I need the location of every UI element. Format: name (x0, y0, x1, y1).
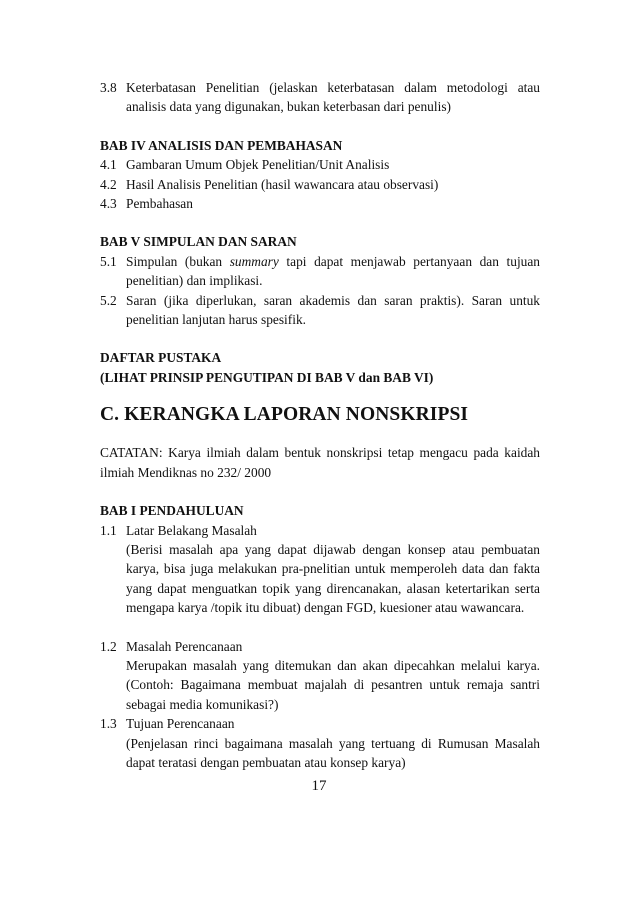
list-item: 5.1 Simpulan (bukan summary tapi dapat menjawab pertanyaan dan tujuan penelitian) dan implikasi. (100, 252, 540, 291)
list-item: 4.2 Hasil Analisis Penelitian (hasil wawancara atau observasi) (100, 176, 439, 192)
chapter-heading: BAB V SIMPULAN DAN SARAN (100, 234, 297, 250)
item-text: Keterbatasan Penelitian (jelaskan keterbatasan dalam metodologi atau analisis data yang digunakan, bukan keterbasan dari penulis) (126, 80, 540, 115)
item-body: Merupakan masalah yang ditemukan dan akan dipecahkan melalui karya. (Contoh: Bagaimana membuat majalah di pesantren untuk remaja santri sebagai media komunikasi?) (126, 657, 540, 712)
list-item: 4.3 Pembahasan (100, 196, 193, 212)
list-item: 1.1 Latar Belakang Masalah (100, 522, 257, 538)
note-paragraph: CATATAN: Karya ilmiah dalam bentuk nonskripsi tetap mengacu pada kaidah ilmiah Mendiknas no 232/ 2000 (100, 445, 540, 480)
chapter-heading: BAB IV ANALISIS DAN PEMBAHASAN (100, 137, 343, 153)
bibliography-heading: DAFTAR PUSTAKA (100, 350, 222, 366)
section-title: C. KERANGKA LAPORAN NONSKRIPSI (100, 404, 469, 426)
list-item: 4.1 Gambaran Umum Objek Penelitian/Unit Analisis (100, 157, 390, 173)
list-item: 1.2 Masalah Perencanaan (100, 638, 243, 654)
item-text: Simpulan (bukan summary tapi dapat menjawab pertanyaan dan tujuan penelitian) dan implikasi. (126, 253, 540, 289)
list-item: 1.3 Tujuan Perencanaan (100, 716, 235, 732)
chapter-heading: BAB I PENDAHULUAN (100, 503, 244, 519)
document-page (100, 78, 540, 772)
item-body: (Berisi masalah apa yang dapat dijawab dengan konsep atau pembuatan karya, bisa juga melakukan pra-pnelitian untuk memperoleh data dan fakta yang dapat menguatkan topik yang direncanakan, alasan ketertarikan serta mengapa karya /topik itu dibuat) dengan FGD, kuesioner atau wawancara. (126, 541, 540, 616)
item-body: (Penjelasan rinci bagaimana masalah yang tertuang di Rumusan Masalah dapat teratasi dengan pembuatan atau konsep karya) (126, 735, 540, 770)
page-number: 17 (311, 778, 327, 794)
list-item (100, 78, 540, 117)
emphasis-summary: summary (229, 253, 279, 269)
list-item: 5.2 Saran (jika diperlukan, saran akademis dan saran praktis). Saran untuk penelitian lanjutan harus spesifik. (100, 292, 540, 328)
bibliography-note: (LIHAT PRINSIP PENGUTIPAN DI BAB V dan BAB VI) (100, 369, 434, 385)
item-number: 3.8 (100, 80, 117, 95)
